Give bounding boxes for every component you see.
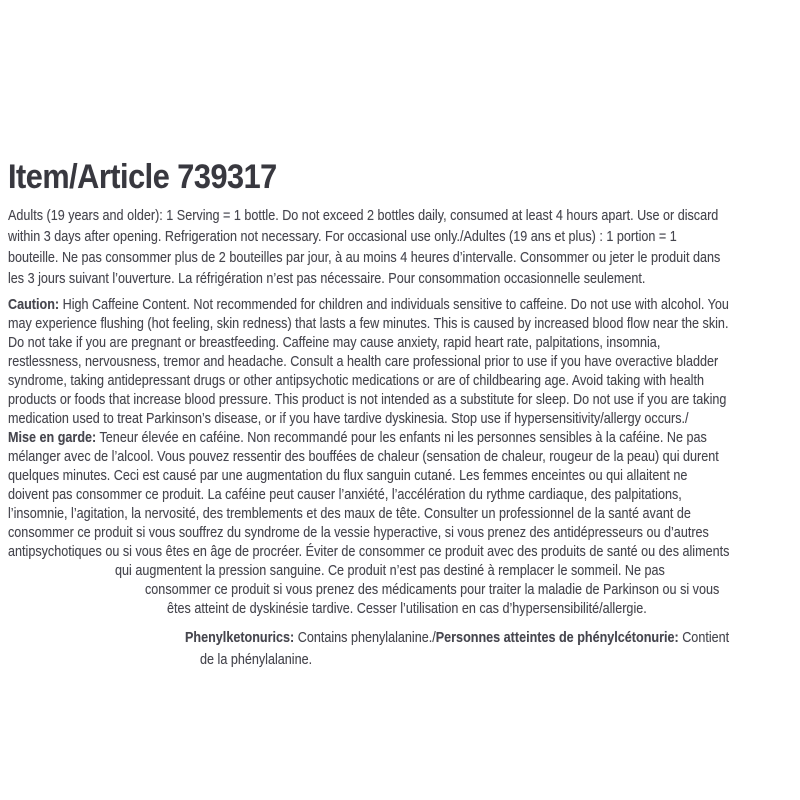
label-text: Adults (19 years and older): 1 Serving = 1 bottle. Do not exceed 2 bottles daily, consumed at least 4 hours apart. Use or discard [8, 207, 719, 224]
label-paragraphs [8, 205, 796, 670]
label-text-line [8, 523, 709, 542]
label-text: de la phénylalanine. [200, 650, 313, 668]
label-text: medication used to treat Parkinson’s disease, or if you have tardive dyskinesia. Stop use if hypersensitivity/allergy occurs./ [8, 410, 689, 427]
label-text-line [8, 268, 670, 289]
label-text-line [8, 447, 719, 466]
label-text: Contient [678, 629, 730, 646]
dosage-directions [8, 205, 796, 289]
label-text: quelques minutes. Ceci est causé par une augmentation du flux sanguin cutané. Les femmes enceintes ou qui allaitent ne [8, 467, 688, 484]
label-text-line [8, 314, 729, 333]
label-text: restlessness, nervousness, tremor and headache. Consult a health care professional prior to use if you have overactive bladder [8, 353, 719, 370]
label-text: mélanger avec de l’alcool. Vous pouvez ressentir des bouffées de chaleur (sensation de chaleur, rougeur de la peau) qui durent [8, 448, 719, 465]
label-text-block [8, 158, 796, 670]
label-text-line [8, 428, 707, 447]
label-text-line [8, 333, 670, 352]
label-text: les 3 jours suivant l’ouverture. La réfrigération n’est pas nécessaire. Pour consommation occasionnelle seulement. [8, 270, 646, 287]
label-text: antipsychotiques ou si vous êtes en âge de procréer. Éviter de consommer ce produit avec des produits de santé ou des aliments [8, 543, 730, 560]
label-text-line [8, 247, 721, 268]
label-text: consommer ce produit si vous souffrez du syndrome de la vessie hyperactive, si vous prenez des antidépresseurs ou d’autres [8, 524, 709, 541]
label-text-line [8, 409, 689, 428]
phenylketonurics-notice [8, 627, 796, 670]
label-text: consommer ce produit si vous prenez des médicaments pour traiter la maladie de Parkinson ou si vous [145, 581, 720, 598]
label-text: within 3 days after opening. Refrigeration not necessary. For occasional use only./Adultes (19 ans et plus) : 1 portion = 1 [8, 228, 677, 245]
label-text: bouteille. Ne pas consommer plus de 2 bouteilles par jour, à au moins 4 heures d’intervalle. Consommer ou jeter le produit dans [8, 249, 721, 266]
label-text-line [200, 649, 701, 671]
label-text-line [8, 485, 682, 504]
label-text-line [145, 580, 720, 599]
label-text: Do not take if you are pregnant or breastfeeding. Caffeine may cause anxiety, rapid heart rate, palpitations, insomnia, [8, 334, 661, 351]
caution-warning [8, 295, 796, 618]
label-text-line [8, 295, 729, 314]
label-text-line [8, 371, 704, 390]
label-bold-text: Personnes atteintes de phénylcétonurie: [435, 629, 679, 646]
label-text-line [8, 226, 677, 247]
label-text: Teneur élevée en caféine. Non recommandé pour les enfants ni les personnes sensibles à la caféine. Ne pas [96, 429, 707, 446]
item-number-heading: Item/Article 739317 [8, 158, 277, 196]
label-text-line [115, 561, 687, 580]
label-text: may experience flushing (hot feeling, skin redness) that lasts a few minutes. This is caused by increased blood flow near the skin. [8, 315, 729, 332]
label-text: l’insomnie, l’agitation, la nervosité, des tremblements et des maux de tête. Consulter un professionnel de la santé avant de [8, 505, 691, 522]
label-text-line [8, 390, 727, 409]
label-bold-text: Phenylketonurics: [185, 629, 295, 646]
label-text: doivent pas consommer ce produit. La caféine peut causer l’anxiété, l’accélération du rythme cardiaque, des palpitations, [8, 486, 682, 503]
label-text-line [185, 627, 730, 649]
label-text-line [8, 466, 688, 485]
label-text: High Caffeine Content. Not recommended for children and individuals sensitive to caffeine. Do not use with alcohol. You [59, 296, 729, 313]
label-text-line [8, 542, 730, 561]
label-text-line [8, 205, 719, 226]
label-text-line [8, 504, 691, 523]
label-text: qui augmentent la pression sanguine. Ce produit n’est pas destiné à remplacer le sommeil. Ne pas [115, 562, 665, 579]
label-text-line [8, 352, 719, 371]
label-bold-text: Mise en garde: [8, 429, 97, 446]
label-text-line [167, 599, 695, 618]
label-bold-text: Caution: [8, 296, 60, 313]
label-text: Contains phenylalanine./ [294, 629, 436, 646]
label-text: syndrome, taking antidepressant drugs or other antipsychotic medications or are of childbearing age. Avoid taking with health [8, 372, 704, 389]
label-text: êtes atteint de dyskinésie tardive. Cesser l’utilisation en cas d’hypersensibilité/allergie. [167, 600, 647, 617]
label-text: products or foods that increase blood pressure. This product is not intended as a substitute for sleep. Do not use if you are taking [8, 391, 727, 408]
